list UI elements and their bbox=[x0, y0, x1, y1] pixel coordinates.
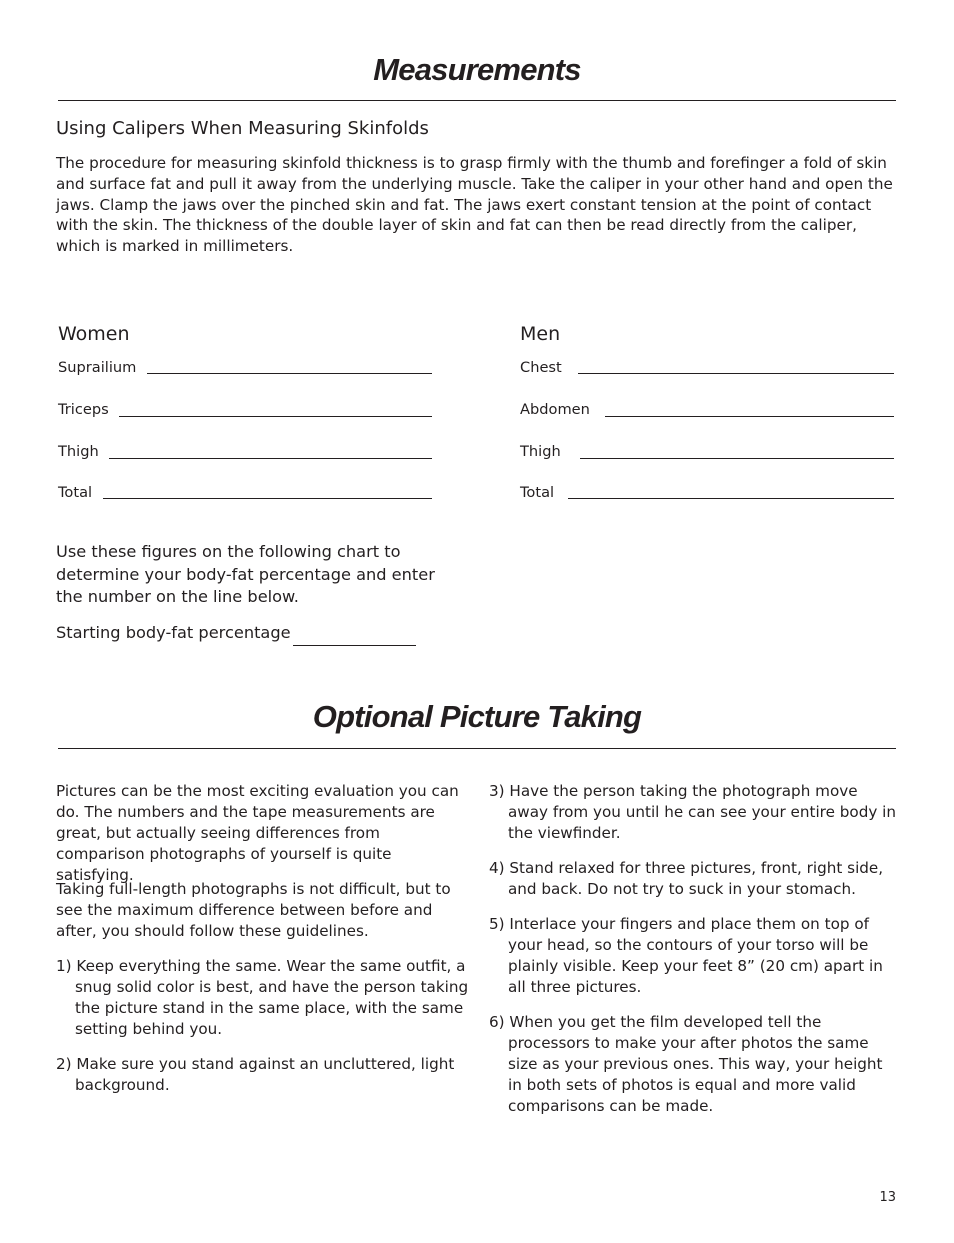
men-abdomen-field[interactable] bbox=[605, 416, 894, 417]
bodyfat-instruction: Use these figures on the following chart to determine your body-fat percentage and enter the number on the line below. bbox=[56, 542, 435, 607]
title-rule bbox=[58, 100, 896, 101]
pictures-title: Optional Picture Taking bbox=[312, 699, 642, 734]
men-abdomen-label: Abdomen bbox=[520, 401, 590, 418]
women-triceps-label: Triceps bbox=[58, 401, 109, 418]
pictures-guidelines-intro: Taking full-length photographs is not difficult, but to see the maximum difference between before and after, you should follow these guidelines. bbox=[56, 880, 451, 940]
measurements-title: Measurements bbox=[373, 52, 581, 87]
bodyfat-label: Starting body-fat percentage bbox=[56, 623, 291, 642]
step-2: 2) Make sure you stand against an uncluttered, light background. bbox=[56, 1055, 455, 1094]
step-1: 1) Keep everything the same. Wear the same outfit, a snug solid color is best, and have the person taking the picture stand in the same place, with the same setting behind you. bbox=[56, 957, 469, 1038]
calipers-intro: The procedure for measuring skinfold thickness is to grasp firmly with the thumb and forefinger a fold of skin and surface fat and pull it away from the underlying muscle. Take the caliper in your other hand and open the jaws. Clamp the jaws over the pinched skin and fat. The jaws exert constant tension at the point of contact with the skin. The thickness of the double layer of skin and fat can then be read directly from the caliper, which is marked in millimeters. bbox=[56, 154, 893, 256]
women-total-field[interactable] bbox=[103, 498, 432, 499]
bodyfat-field[interactable] bbox=[293, 645, 416, 646]
pictures-rule bbox=[58, 748, 896, 749]
women-triceps-field[interactable] bbox=[119, 416, 432, 417]
step-6: 6) When you get the film developed tell the processors to make your after photos the same size as your previous ones. This way, your height in both sets of photos is equal and more valid comparisons can be made. bbox=[489, 1013, 883, 1115]
men-thigh-label: Thigh bbox=[520, 443, 561, 460]
women-total-label: Total bbox=[58, 484, 93, 501]
page-number: 13 bbox=[879, 1190, 896, 1205]
women-suprailium-field[interactable] bbox=[147, 373, 432, 374]
step-4: 4) Stand relaxed for three pictures, front, right side, and back. Do not try to suck in your stomach. bbox=[489, 859, 884, 898]
pictures-intro: Pictures can be the most exciting evaluation you can do. The numbers and the tape measurements are great, but actually seeing differences from comparison photographs of yourself is quite satisfying. bbox=[56, 782, 459, 884]
step-5: 5) Interlace your fingers and place them on top of your head, so the contours of your torso will be plainly visible. Keep your feet 8” (20 cm) apart in all three pictures. bbox=[489, 915, 883, 996]
calipers-subtitle: Using Calipers When Measuring Skinfolds bbox=[56, 118, 429, 139]
men-chest-label: Chest bbox=[520, 359, 562, 376]
men-thigh-field[interactable] bbox=[580, 458, 894, 459]
women-suprailium-label: Suprailium bbox=[58, 359, 137, 376]
women-heading: Women bbox=[58, 323, 130, 345]
men-total-field[interactable] bbox=[568, 498, 894, 499]
women-thigh-field[interactable] bbox=[109, 458, 432, 459]
women-thigh-label: Thigh bbox=[58, 443, 99, 460]
men-total-label: Total bbox=[520, 484, 555, 501]
step-3: 3) Have the person taking the photograph move away from you until he can see your entire body in the viewfinder. bbox=[489, 782, 897, 842]
men-chest-field[interactable] bbox=[578, 373, 894, 374]
men-heading: Men bbox=[520, 323, 561, 345]
